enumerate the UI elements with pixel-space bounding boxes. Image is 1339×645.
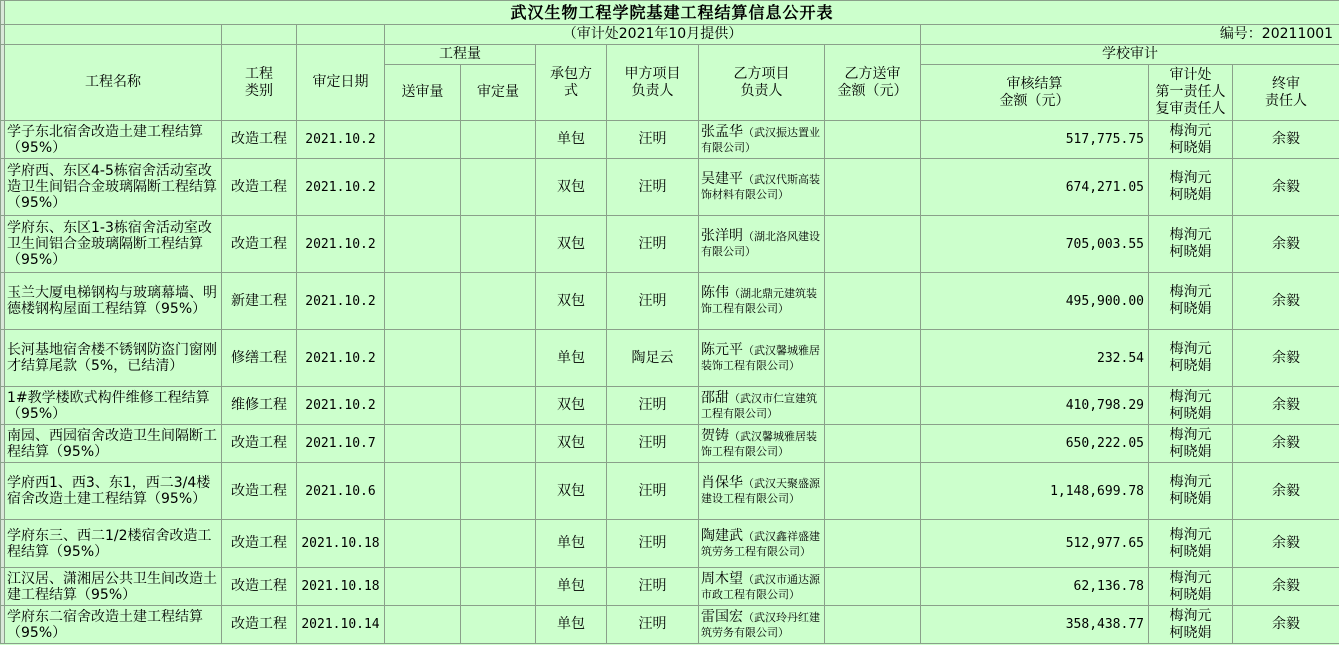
- submitted-qty-cell[interactable]: [385, 121, 461, 159]
- party-b-manager-cell[interactable]: [699, 606, 825, 644]
- approval-date-cell[interactable]: 2021.10.6: [297, 463, 385, 520]
- submitted-qty-cell[interactable]: [385, 606, 461, 644]
- first-reviewer-cell[interactable]: 梅洵元 柯晓娟: [1149, 463, 1233, 520]
- project-type-cell[interactable]: 改造工程: [222, 568, 297, 606]
- party-b-manager-cell[interactable]: [699, 463, 825, 520]
- project-name-cell[interactable]: 学府西、东区4-5栋宿舍活动室改造卫生间铝合金玻璃隔断工程结算（95%）: [5, 159, 222, 216]
- audit-amount-cell[interactable]: 512,977.65: [921, 520, 1149, 568]
- party-a-manager-cell[interactable]: 汪明: [607, 520, 699, 568]
- final-reviewer-cell[interactable]: 余毅: [1233, 463, 1339, 520]
- party-b-company: （武汉馨城雅居装饰工程有限公司）: [701, 344, 820, 372]
- table-row: [1, 330, 1339, 387]
- final-reviewer-cell[interactable]: 余毅: [1233, 121, 1339, 159]
- party-b-company: （武汉代斯高装饰材料有限公司）: [701, 173, 820, 201]
- party-b-manager-cell[interactable]: [699, 425, 825, 463]
- final-reviewer-cell[interactable]: 余毅: [1233, 425, 1339, 463]
- header-final-reviewer[interactable]: 终审 责任人: [1233, 65, 1339, 121]
- party-b-company: （武汉天聚盛源建设工程有限公司）: [701, 477, 820, 505]
- contract-mode-cell[interactable]: 单包: [536, 121, 607, 159]
- party-a-manager-cell[interactable]: 汪明: [607, 387, 699, 425]
- cell[interactable]: [297, 25, 385, 45]
- party-b-amount-cell[interactable]: [825, 387, 921, 425]
- audit-amount-cell[interactable]: 358,438.77: [921, 606, 1149, 644]
- party-b-person: 陈伟: [701, 285, 729, 301]
- submitted-qty-cell[interactable]: [385, 159, 461, 216]
- approved-qty-cell[interactable]: [461, 273, 536, 330]
- approved-qty-cell[interactable]: [461, 606, 536, 644]
- approved-qty-cell[interactable]: [461, 520, 536, 568]
- contract-mode-cell[interactable]: 单包: [536, 520, 607, 568]
- header-project-name[interactable]: 工程名称: [5, 45, 222, 121]
- party-a-manager-cell[interactable]: 汪明: [607, 568, 699, 606]
- header-contract-mode[interactable]: 承包方 式: [536, 45, 607, 121]
- final-reviewer-cell[interactable]: 余毅: [1233, 273, 1339, 330]
- first-reviewer-cell[interactable]: 梅洵元 柯晓娟: [1149, 330, 1233, 387]
- project-type-cell[interactable]: 改造工程: [222, 159, 297, 216]
- party-b-person: 吴建平: [701, 171, 743, 187]
- header-approval-date[interactable]: 审定日期: [297, 45, 385, 121]
- contract-mode-cell[interactable]: 双包: [536, 273, 607, 330]
- first-reviewer-cell[interactable]: 梅洵元 柯晓娟: [1149, 568, 1233, 606]
- party-b-company: （武汉馨城雅居装饰工程有限公司）: [701, 429, 817, 458]
- submitted-qty-cell[interactable]: [385, 330, 461, 387]
- table-row: [1, 520, 1339, 568]
- party-b-company: （湖北洛风建设有限公司）: [701, 230, 820, 258]
- party-b-amount-cell[interactable]: [825, 216, 921, 273]
- approved-qty-cell[interactable]: [461, 330, 536, 387]
- project-type-cell[interactable]: 改造工程: [222, 216, 297, 273]
- party-b-person: 邵甜: [701, 389, 729, 406]
- project-name-cell[interactable]: 学府东三、西二1/2楼宿舍改造工程结算（95%）: [5, 520, 222, 568]
- first-reviewer-cell[interactable]: 梅洵元 柯晓娟: [1149, 216, 1233, 273]
- header-party-a-manager[interactable]: 甲方项目 负责人: [607, 45, 699, 121]
- party-a-manager-cell[interactable]: 汪明: [607, 159, 699, 216]
- party-b-amount-cell[interactable]: [825, 273, 921, 330]
- approval-date-cell[interactable]: 2021.10.7: [297, 425, 385, 463]
- party-b-manager-cell[interactable]: [699, 568, 825, 606]
- header-submitted-qty[interactable]: 送审量: [385, 65, 461, 121]
- audit-amount-cell[interactable]: 705,003.55: [921, 216, 1149, 273]
- first-reviewer-cell[interactable]: 梅洵元 柯晓娟: [1149, 159, 1233, 216]
- project-name-cell[interactable]: 南园、西园宿舍改造卫生间隔断工程结算（95%）: [5, 425, 222, 463]
- audit-amount-cell[interactable]: 62,136.78: [921, 568, 1149, 606]
- header-party-b-amount[interactable]: 乙方送审 金额（元）: [825, 45, 921, 121]
- party-b-manager-cell[interactable]: [699, 330, 825, 387]
- approval-date-cell[interactable]: 2021.10.18: [297, 520, 385, 568]
- project-type-cell[interactable]: 改造工程: [222, 463, 297, 520]
- project-type-cell[interactable]: 修缮工程: [222, 330, 297, 387]
- party-b-amount-cell[interactable]: [825, 520, 921, 568]
- approved-qty-cell[interactable]: [461, 216, 536, 273]
- audit-amount-cell[interactable]: 517,775.75: [921, 121, 1149, 159]
- party-b-manager-cell[interactable]: [699, 121, 825, 159]
- party-b-person: 贺铸: [701, 427, 729, 444]
- header-party-b-manager[interactable]: 乙方项目 负责人: [699, 45, 825, 121]
- first-reviewer-cell[interactable]: 梅洵元 柯晓娟: [1149, 273, 1233, 330]
- audit-amount-cell[interactable]: 410,798.29: [921, 387, 1149, 425]
- table-row: [1, 606, 1339, 644]
- approved-qty-cell[interactable]: [461, 568, 536, 606]
- party-a-manager-cell[interactable]: 汪明: [607, 121, 699, 159]
- project-name-cell[interactable]: 长河基地宿舍楼不锈钢防盗门窗刚才结算尾款（5%，已结清）: [5, 330, 222, 387]
- table-row: [1, 463, 1339, 520]
- party-b-manager-cell[interactable]: [699, 273, 825, 330]
- project-type-cell[interactable]: 维修工程: [222, 387, 297, 425]
- final-reviewer-cell[interactable]: 余毅: [1233, 606, 1339, 644]
- contract-mode-cell[interactable]: 单包: [536, 606, 607, 644]
- header-school-audit-group[interactable]: 学校审计: [921, 45, 1339, 65]
- party-b-amount-cell[interactable]: [825, 121, 921, 159]
- table-row: [1, 273, 1339, 330]
- approval-date-cell[interactable]: 2021.10.14: [297, 606, 385, 644]
- approved-qty-cell[interactable]: [461, 425, 536, 463]
- party-b-person: 陶建武: [701, 527, 743, 544]
- table-row: [1, 425, 1339, 463]
- project-type-cell[interactable]: 改造工程: [222, 606, 297, 644]
- submitted-qty-cell[interactable]: [385, 568, 461, 606]
- project-name-cell[interactable]: 学府东二宿舍改造土建工程结算（95%）: [5, 606, 222, 644]
- approval-date-cell[interactable]: 2021.10.2: [297, 216, 385, 273]
- party-b-amount-cell[interactable]: [825, 159, 921, 216]
- contract-mode-cell[interactable]: 双包: [536, 216, 607, 273]
- cell[interactable]: [222, 25, 297, 45]
- final-reviewer-cell[interactable]: 余毅: [1233, 387, 1339, 425]
- first-reviewer-cell[interactable]: 梅洵元 柯晓娟: [1149, 387, 1233, 425]
- project-name-cell[interactable]: 学府东、东区1-3栋宿舍活动室改卫生间铝合金玻璃隔断工程结算（95%）: [5, 216, 222, 273]
- party-b-amount-cell[interactable]: [825, 330, 921, 387]
- submitted-qty-cell[interactable]: [385, 463, 461, 520]
- party-a-manager-cell[interactable]: 汪明: [607, 425, 699, 463]
- first-reviewer-cell[interactable]: 梅洵元 柯晓娟: [1149, 520, 1233, 568]
- approval-date-cell[interactable]: 2021.10.2: [297, 387, 385, 425]
- approval-date-cell[interactable]: 2021.10.18: [297, 568, 385, 606]
- first-reviewer-cell[interactable]: 梅洵元 柯晓娟: [1149, 606, 1233, 644]
- header-project-type[interactable]: 工程 类别: [222, 45, 297, 121]
- header-quantity-group[interactable]: 工程量: [385, 45, 536, 65]
- final-reviewer-cell[interactable]: 余毅: [1233, 568, 1339, 606]
- party-a-manager-cell[interactable]: 陶足云: [607, 330, 699, 387]
- header-row-1: [1, 45, 1339, 65]
- contract-mode-cell[interactable]: 双包: [536, 159, 607, 216]
- first-reviewer-cell[interactable]: 梅洵元 柯晓娟: [1149, 121, 1233, 159]
- header-audit-amount[interactable]: 审核结算 金额（元）: [921, 65, 1149, 121]
- party-b-amount-cell[interactable]: [825, 568, 921, 606]
- party-b-person: 雷国宏: [701, 608, 743, 625]
- table-row: [1, 568, 1339, 606]
- party-b-manager-cell[interactable]: [699, 159, 825, 216]
- party-b-person: 肖保华: [701, 475, 743, 491]
- project-type-cell[interactable]: 新建工程: [222, 273, 297, 330]
- project-name-cell[interactable]: 1#教学楼欧式构件维修工程结算（95%）: [5, 387, 222, 425]
- party-b-company: （武汉振达置业有限公司）: [701, 125, 820, 154]
- header-first-reviewer[interactable]: 审计处 第一责任人 复审责任人: [1149, 65, 1233, 121]
- party-b-person: 张孟华: [701, 123, 743, 140]
- party-b-person: 张洋明: [701, 228, 743, 244]
- contract-mode-cell[interactable]: 单包: [536, 568, 607, 606]
- audit-amount-cell[interactable]: 674,271.05: [921, 159, 1149, 216]
- document-code[interactable]: 编号：20211001: [921, 25, 1339, 45]
- approval-date-cell[interactable]: 2021.10.2: [297, 159, 385, 216]
- audit-amount-cell[interactable]: 495,900.00: [921, 273, 1149, 330]
- audit-amount-cell[interactable]: 650,222.05: [921, 425, 1149, 463]
- submitted-qty-cell[interactable]: [385, 520, 461, 568]
- table-row: [1, 121, 1339, 159]
- subtitle-row: [1, 25, 1339, 45]
- project-name-cell[interactable]: 学子东北宿舍改造土建工程结算（95%）: [5, 121, 222, 159]
- contract-mode-cell[interactable]: 双包: [536, 425, 607, 463]
- submitted-qty-cell[interactable]: [385, 216, 461, 273]
- final-reviewer-cell[interactable]: 余毅: [1233, 520, 1339, 568]
- party-b-amount-cell[interactable]: [825, 606, 921, 644]
- approval-date-cell[interactable]: 2021.10.2: [297, 121, 385, 159]
- party-a-manager-cell[interactable]: 汪明: [607, 463, 699, 520]
- party-b-person: 周木望: [701, 570, 743, 587]
- audit-amount-cell[interactable]: 1,148,699.78: [921, 463, 1149, 520]
- approved-qty-cell[interactable]: [461, 159, 536, 216]
- contract-mode-cell[interactable]: 单包: [536, 330, 607, 387]
- project-type-cell[interactable]: 改造工程: [222, 425, 297, 463]
- table-row: [1, 159, 1339, 216]
- approved-qty-cell[interactable]: [461, 463, 536, 520]
- party-b-manager-cell[interactable]: [699, 216, 825, 273]
- party-a-manager-cell[interactable]: 汪明: [607, 216, 699, 273]
- approved-qty-cell[interactable]: [461, 387, 536, 425]
- project-name-cell[interactable]: 玉兰大厦电梯钢构与玻璃幕墙、明德楼钢构屋面工程结算（95%）: [5, 273, 222, 330]
- party-b-person: 陈元平: [701, 342, 743, 358]
- header-approved-qty[interactable]: 审定量: [461, 65, 536, 121]
- submitted-qty-cell[interactable]: [385, 387, 461, 425]
- approved-qty-cell[interactable]: [461, 121, 536, 159]
- party-b-company: （武汉市仁宣建筑工程有限公司）: [701, 391, 817, 420]
- party-b-amount-cell[interactable]: [825, 425, 921, 463]
- project-name-cell[interactable]: 江汉居、潇湘居公共卫生间改造土建工程结算（95%）: [5, 568, 222, 606]
- project-name-cell[interactable]: 学府西1、西3、东1，西二3/4楼宿舍改造土建工程结算（95%）: [5, 463, 222, 520]
- table-row: [1, 216, 1339, 273]
- project-type-cell[interactable]: 改造工程: [222, 520, 297, 568]
- first-reviewer-cell[interactable]: 梅洵元 柯晓娟: [1149, 425, 1233, 463]
- contract-mode-cell[interactable]: 双包: [536, 387, 607, 425]
- contract-mode-cell[interactable]: 双包: [536, 463, 607, 520]
- final-reviewer-cell[interactable]: 余毅: [1233, 330, 1339, 387]
- party-a-manager-cell[interactable]: 汪明: [607, 606, 699, 644]
- party-b-company: （武汉鑫祥盛建筑劳务工程有限公司）: [701, 529, 820, 558]
- party-b-amount-cell[interactable]: [825, 463, 921, 520]
- party-a-manager-cell[interactable]: 汪明: [607, 273, 699, 330]
- sheet-subtitle[interactable]: （审计处2021年10月提供）: [385, 25, 921, 45]
- submitted-qty-cell[interactable]: [385, 273, 461, 330]
- sheet-title[interactable]: 武汉生物工程学院基建工程结算信息公开表: [5, 1, 1339, 25]
- title-row: [1, 1, 1339, 25]
- project-type-cell[interactable]: 改造工程: [222, 121, 297, 159]
- audit-amount-cell[interactable]: 232.54: [921, 330, 1149, 387]
- cell[interactable]: [5, 25, 222, 45]
- party-b-manager-cell[interactable]: [699, 387, 825, 425]
- submitted-qty-cell[interactable]: [385, 425, 461, 463]
- party-b-company: （武汉市通达源市政工程有限公司）: [701, 572, 820, 601]
- party-b-company: （武汉玲丹红建筑劳务有限公司）: [701, 610, 820, 639]
- party-b-company: （湖北鼎元建筑装饰工程有限公司）: [701, 287, 817, 315]
- approval-date-cell[interactable]: 2021.10.2: [297, 273, 385, 330]
- final-reviewer-cell[interactable]: 余毅: [1233, 216, 1339, 273]
- approval-date-cell[interactable]: 2021.10.2: [297, 330, 385, 387]
- final-reviewer-cell[interactable]: 余毅: [1233, 159, 1339, 216]
- party-b-manager-cell[interactable]: [699, 520, 825, 568]
- table-row: [1, 387, 1339, 425]
